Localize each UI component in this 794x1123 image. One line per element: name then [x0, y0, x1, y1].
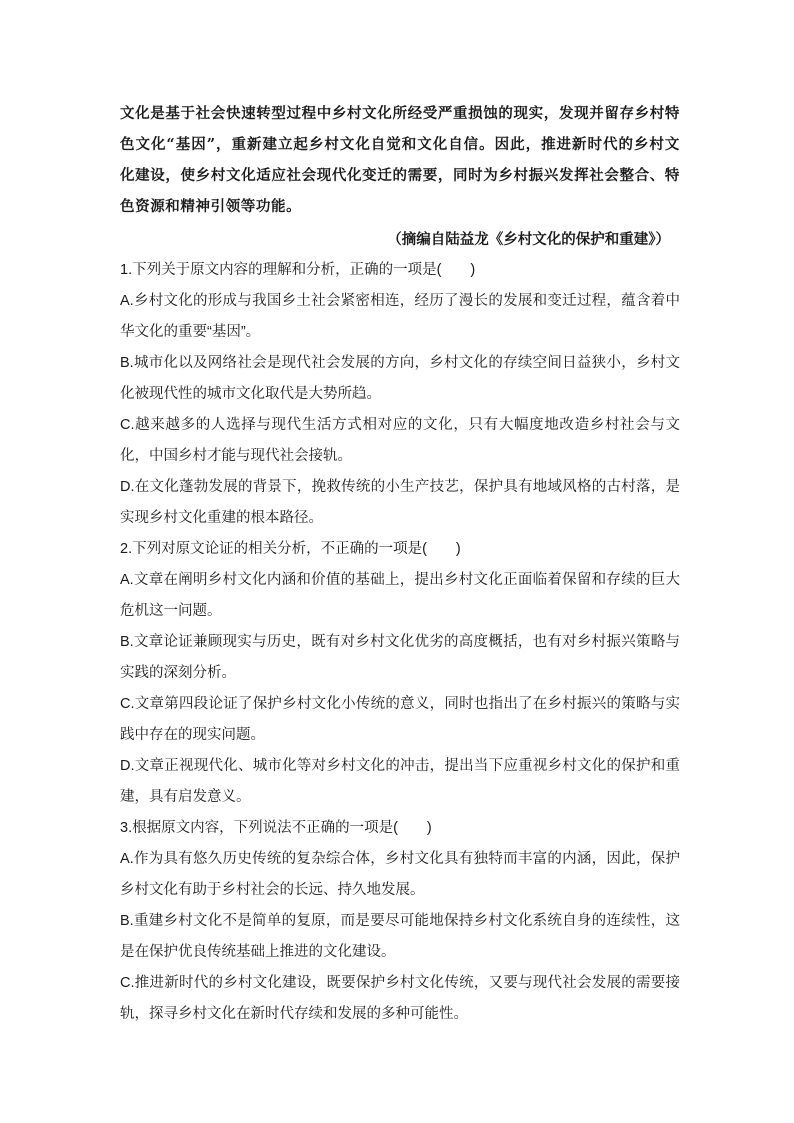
passage-source: （摘编自陆益龙《乡村文化的保护和重建》）: [387, 231, 670, 248]
passage-text: 文化是基于社会快速转型过程中乡村文化所经受严重损蚀的现实，发现并留存乡村特色文化“基因”，重新建立起乡村文化自觉和文化自信。因此，推进新时代的乡村文化建设，使乡村文化适应社会现代化变迁的需要，同时为乡村振兴发挥社会整合、特色资源和精神引领等功能。: [120, 105, 680, 215]
option-b: B.重建乡村文化不是简单的复原，而是要尽可能地保持乡村文化系统自身的连续性，这是在保护优良传统基础上推进的文化建设。: [120, 913, 680, 960]
option-c: C.推进新时代的乡村文化建设，既要保护乡村文化传统，又要与现代社会发展的需要接轨，探寻乡村文化在新时代存续和发展的多种可能性。: [120, 975, 680, 1022]
question-stem: 1.下列关于原文内容的理解和分析，正确的一项是( ): [120, 262, 476, 278]
option-d: D.在文化蓬勃发展的背景下，挽救传统的小生产技艺，保护具有地域风格的古村落，是实现乡村文化重建的根本路径。: [120, 479, 680, 526]
option-a: A.作为具有悠久历史传统的复杂综合体，乡村文化具有独特而丰富的内涵，因此，保护乡村文化有助于乡村社会的长远、持久地发展。: [120, 851, 680, 898]
question-3: [120, 813, 680, 1030]
question-2: [120, 534, 680, 813]
option-d: D.文章正视现代化、城市化等对乡村文化的冲击，提出当下应重视乡村文化的保护和重建，具有启发意义。: [120, 758, 680, 805]
option-a: A.乡村文化的形成与我国乡土社会紧密相连，经历了漫长的发展和变迁过程，蕴含着中华文化的重要“基因”。: [120, 293, 680, 340]
option-c: C.越来越多的人选择与现代生活方式相对应的文化，只有大幅度地改造乡村社会与文化，中国乡村才能与现代社会接轨。: [120, 417, 680, 464]
option-b: B.城市化以及网络社会是现代社会发展的方向，乡村文化的存续空间日益狭小，乡村文化被现代性的城市文化取代是大势所趋。: [120, 355, 680, 402]
option-c: C.文章第四段论证了保护乡村文化小传统的意义，同时也指出了在乡村振兴的策略与实践中存在的现实问题。: [120, 696, 680, 743]
question-stem: 3.根据原文内容，下列说法不正确的一项是( ): [120, 820, 432, 836]
option-a: A.文章在阐明乡村文化内涵和价值的基础上，提出乡村文化正面临着保留和存续的巨大危机这一问题。: [120, 572, 680, 619]
document-page: [120, 98, 680, 1030]
option-b: B.文章论证兼顾现实与历史，既有对乡村文化优劣的高度概括，也有对乡村振兴策略与实践的深刻分析。: [120, 634, 680, 681]
question-1: [120, 255, 680, 534]
question-stem: 2.下列对原文论证的相关分析，不正确的一项是( ): [120, 541, 461, 557]
